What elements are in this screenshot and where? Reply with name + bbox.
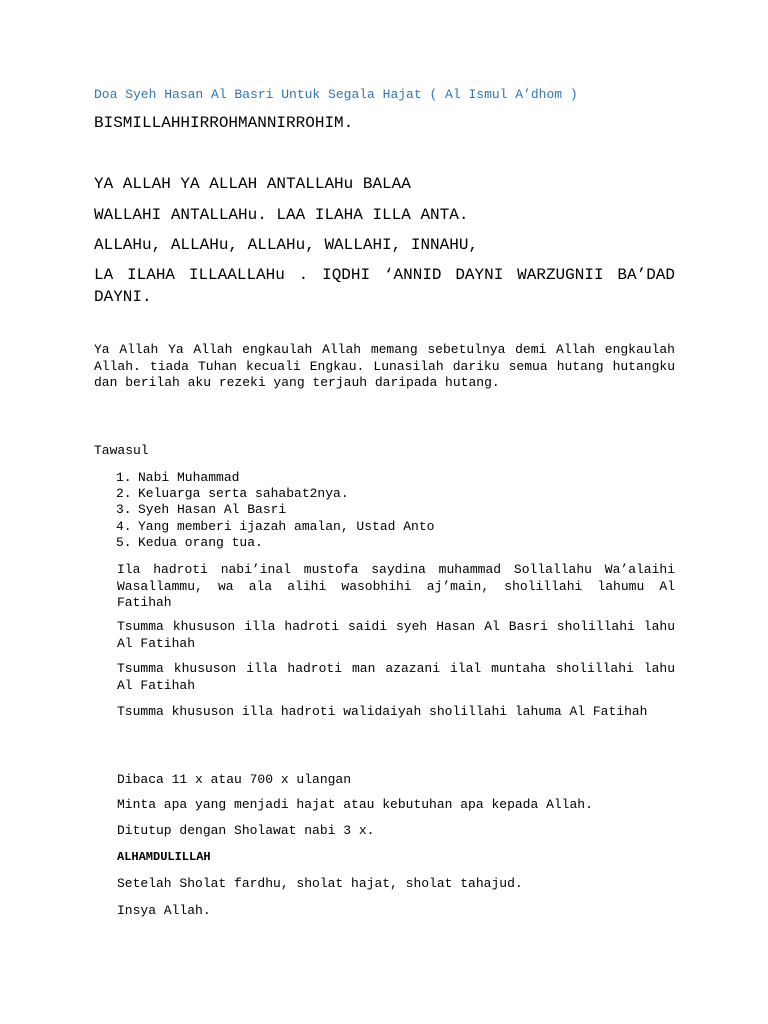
list-text: Yang memberi ijazah amalan, Ustad Anto	[138, 518, 435, 534]
list-text: Kedua orang tua.	[138, 534, 263, 550]
arabic-line: ALLAHu, ALLAHu, ALLAHu, WALLAHI, INNAHU,	[94, 236, 479, 254]
list-number: 2.	[116, 486, 132, 502]
list-number: 3.	[116, 502, 132, 518]
document-title: Doa Syeh Hasan Al Basri Untuk Segala Hajat ( Al Ismul A’dhom )	[94, 87, 578, 102]
arabic-line: YA ALLAH YA ALLAH ANTALLAHu BALAA	[94, 175, 411, 193]
list-number: 1.	[116, 470, 132, 485]
arabic-line: LA ILAHA ILLAALLAHu . IQDHI ‘ANNID DAYNI WARZUGNII BA’DAD DAYNI.	[94, 266, 675, 306]
alhamdulillah-heading: ALHAMDULILLAH	[117, 850, 211, 864]
instruction-dibaca: Dibaca 11 x atau 700 x ulangan	[117, 772, 352, 787]
instruction-setelah: Setelah Sholat fardhu, sholat hajat, sholat tahajud.	[117, 876, 523, 891]
bismillah-line: BISMILLAHHIRROHMANNIRROHIM.	[94, 114, 354, 132]
list-item	[116, 502, 434, 518]
tawasul-paragraph: Ila hadroti nabi’inal mustofa saydina muhammad Sollallahu Wa’alaihi Wasallammu, wa ala alihi wasobhihi aj’main, sholillahi lahumu Al Fatihah	[117, 562, 675, 610]
tawasul-paragraph: Tsumma khususon illa hadroti saidi syeh Hasan Al Basri sholillahi lahu Al Fatihah	[117, 619, 675, 651]
tawasul-paragraph: Tsumma khususon illa hadroti man azazani ilal muntaha sholillahi lahu Al Fatihah	[117, 661, 675, 693]
list-number: 4.	[116, 518, 132, 534]
instruction-insya: Insya Allah.	[117, 903, 211, 918]
list-text: Keluarga serta sahabat2nya.	[138, 486, 349, 502]
instruction-minta: Minta apa yang menjadi hajat atau kebutuhan apa kepada Allah.	[117, 797, 593, 812]
tawasul-list	[116, 470, 434, 551]
list-item	[116, 470, 434, 486]
instruction-ditutup: Ditutup dengan Sholawat nabi 3 x.	[117, 823, 375, 838]
list-item	[116, 519, 434, 535]
list-item	[116, 486, 434, 502]
list-text: Syeh Hasan Al Basri	[138, 502, 287, 518]
tawasul-heading: Tawasul	[94, 443, 149, 458]
list-item	[116, 535, 434, 551]
translation-paragraph: Ya Allah Ya Allah engkaulah Allah memang sebetulnya demi Allah engkaulah Allah. tiada Tuhan kecuali Engkau. Lunasilah dariku semua hutang hutangku dan berilah aku rezeki yang terjauh daripada hutang.	[94, 342, 675, 390]
list-number: 5.	[116, 534, 132, 550]
arabic-line: WALLAHI ANTALLAHu. LAA ILAHA ILLA ANTA.	[94, 206, 469, 224]
tawasul-paragraph: Tsumma khususon illa hadroti walidaiyah sholillahi lahuma Al Fatihah	[117, 704, 648, 719]
list-text: Nabi Muhammad	[138, 470, 240, 485]
